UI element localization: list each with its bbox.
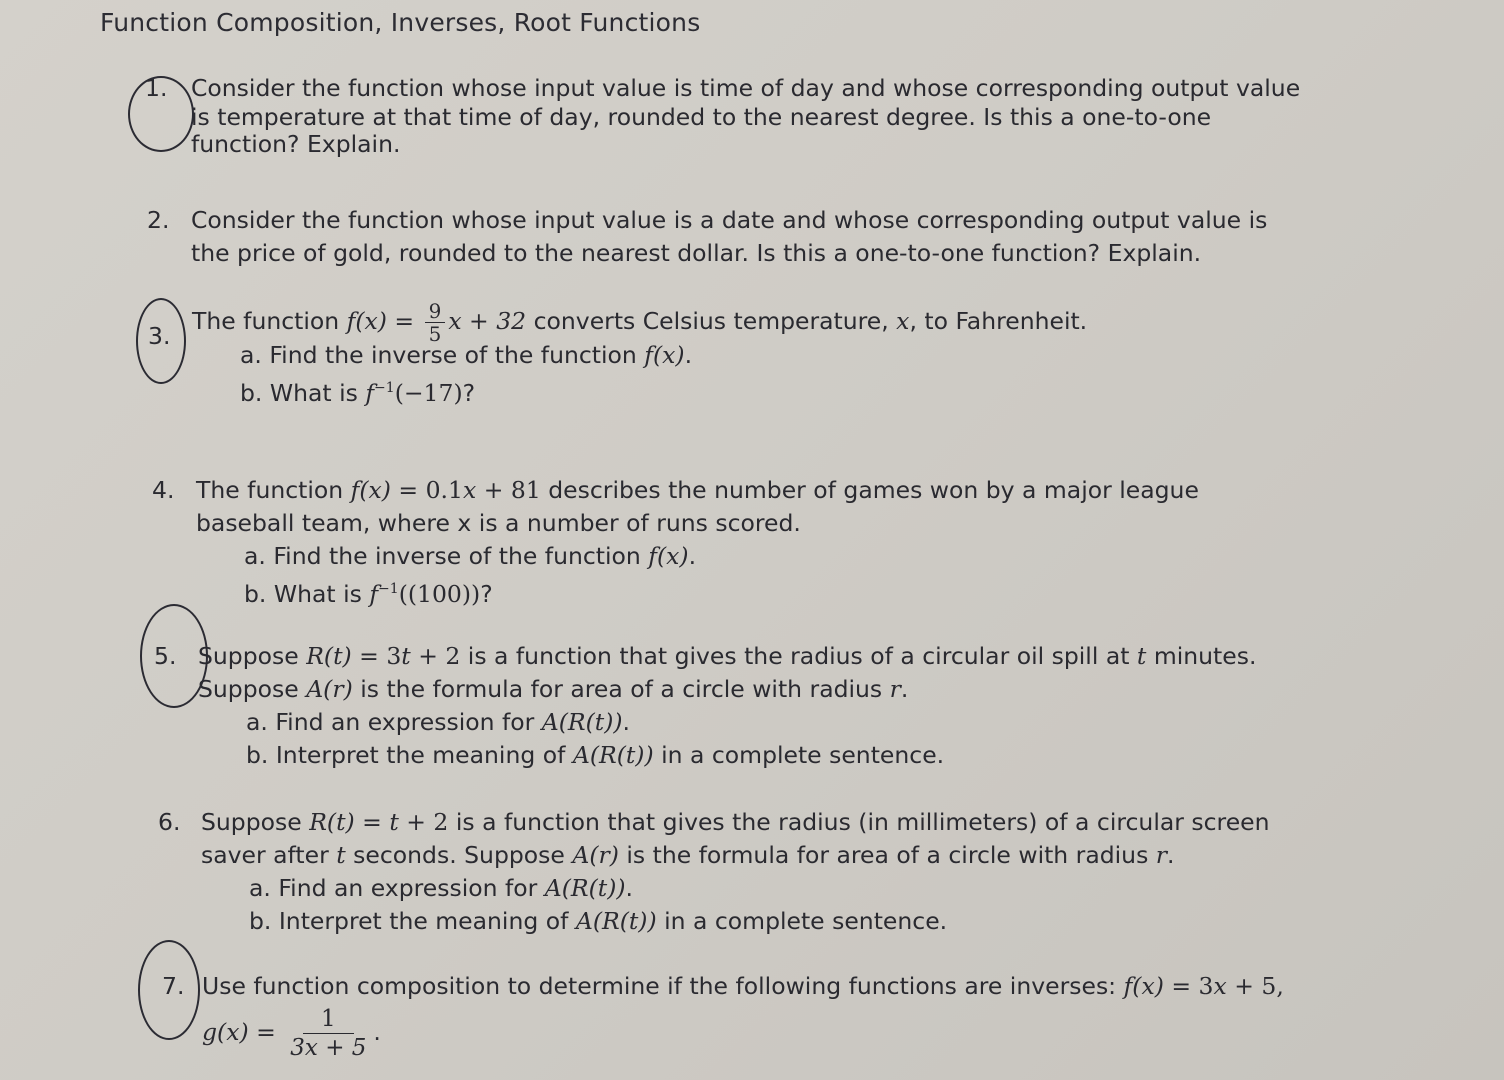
text-span: seconds. Suppose <box>345 841 573 869</box>
subpart-label: b. <box>240 378 263 407</box>
math-var: t <box>336 841 346 869</box>
math-arg: A(R(t)) <box>541 708 623 736</box>
math-rt: R(t) <box>309 808 355 836</box>
problem-number: 6. <box>158 808 181 836</box>
text-span: is a function that gives the radius of a circular oil spill at <box>460 642 1137 670</box>
text-span: in a complete sentence. <box>653 741 945 769</box>
subpart-b <box>196 573 1199 611</box>
text-span: What is <box>273 579 370 608</box>
problem-5 <box>154 640 1256 772</box>
math-eq: = 0.1 <box>390 476 463 504</box>
math-arg: (−17) <box>394 378 463 407</box>
text-span: . <box>1167 841 1175 869</box>
math-ar: A(r) <box>572 841 619 869</box>
problem-number: 2. <box>147 206 170 234</box>
problem-text-line: function? Explain. <box>191 130 401 158</box>
math-eq: = <box>386 307 422 335</box>
subpart-label: a. <box>244 542 266 570</box>
math-f: f <box>365 378 375 407</box>
math-arg: A(R(t)) <box>575 907 657 935</box>
subpart-b <box>201 905 1270 938</box>
text-span: . <box>900 675 909 703</box>
fraction-numerator: 1 <box>303 1005 354 1034</box>
math-var: t <box>389 808 399 836</box>
problem-number: 1. <box>145 74 168 102</box>
text-span: Find the inverse of the function <box>273 542 649 570</box>
problem-text-line <box>201 839 1270 872</box>
subpart-label: b. <box>244 579 267 608</box>
problem-text-line: is temperature at that time of day, rounded to the nearest degree. Is this a one-to-one <box>191 103 1212 131</box>
problem-7 <box>162 970 1284 1062</box>
problem-6 <box>158 806 1270 938</box>
worksheet-title: Function Composition, Inverses, Root Functions <box>100 8 701 37</box>
problem-number: 7. <box>162 972 185 1000</box>
problem-text-line: Consider the function whose input value is time of day and whose corresponding output value <box>191 74 1301 102</box>
problem-text-line <box>202 970 1284 1003</box>
text-span: . <box>684 341 693 369</box>
math-var: x <box>462 476 477 504</box>
text-span: describes the number of games won by a major league <box>540 476 1199 504</box>
subpart-a <box>198 706 1256 739</box>
text-span: Find an expression for <box>275 708 542 736</box>
math-f: f <box>369 579 379 608</box>
math-arg: ((100)) <box>398 579 481 608</box>
math-ar: A(r) <box>306 675 353 703</box>
math-var: t <box>1136 642 1147 670</box>
subpart-b <box>198 739 1256 772</box>
text-span: is the formula for area of a circle with radius <box>618 841 1156 869</box>
fraction-g <box>286 1005 370 1062</box>
text-span: Suppose <box>201 808 310 836</box>
text-span: What is <box>269 378 366 407</box>
math-fx: f(x) <box>1123 972 1164 1000</box>
problem-3 <box>148 300 1087 410</box>
problem-text-line <box>202 1005 1284 1062</box>
text-span: converts Celsius temperature, <box>526 307 897 335</box>
problem-text-line: the price of gold, rounded to the nearest dollar. Is this a one-to-one function? Explain. <box>191 239 1202 267</box>
subpart-b <box>192 372 1087 410</box>
problem-text-line <box>198 640 1256 673</box>
text-span: Suppose <box>198 642 307 670</box>
math-expr: + 2 <box>398 808 449 836</box>
subpart-label: a. <box>249 874 271 902</box>
problem-4 <box>152 474 1199 611</box>
problem-text-line <box>198 673 1256 706</box>
text-span: . <box>625 874 634 902</box>
math-var: x <box>896 307 910 335</box>
fraction-numerator: 9 <box>425 300 446 323</box>
math-fx: f(x) <box>346 307 387 335</box>
text-span: Suppose <box>198 675 307 703</box>
text-span: Find the inverse of the function <box>269 341 645 369</box>
fraction-denominator: 3x + 5 <box>290 1035 367 1061</box>
math-expr: + 81 <box>476 476 541 504</box>
text-span: is a function that gives the radius (in millimeters) of a circular screen <box>448 808 1270 836</box>
math-expr: x + 32 <box>448 307 527 335</box>
math-var: t <box>401 642 411 670</box>
subpart-label: a. <box>246 708 268 736</box>
math-arg: A(R(t)) <box>572 741 654 769</box>
problem-text-line: baseball team, where x is a number of runs scored. <box>196 509 801 537</box>
problem-text-line <box>201 806 1270 839</box>
text-span: The function <box>192 307 347 335</box>
math-eq: = 3 <box>1163 972 1214 1000</box>
math-rt: R(t) <box>306 642 352 670</box>
problem-text-line <box>196 474 1199 507</box>
problem-2 <box>147 204 1267 270</box>
text-span: ? <box>480 579 493 608</box>
text-span: , to Fahrenheit. <box>909 307 1088 335</box>
math-eq: = 3 <box>351 642 402 670</box>
problem-number: 4. <box>152 476 175 504</box>
text-span: Use function composition to determine if the following functions are inverses: <box>202 972 1124 1000</box>
text-span: Find an expression for <box>278 874 545 902</box>
subpart-label: b. <box>249 907 272 935</box>
problem-number: 3. <box>148 322 171 350</box>
subpart-label: b. <box>246 741 269 769</box>
text-span: is the formula for area of a circle with radius <box>352 675 890 703</box>
math-expr: + 5, <box>1226 972 1284 1000</box>
text-span: Interpret the meaning of <box>275 741 573 769</box>
subpart-a <box>196 540 1199 573</box>
text-span: minutes. <box>1146 642 1257 670</box>
math-eq: = <box>248 1018 284 1046</box>
math-var: r <box>1155 841 1168 869</box>
math-gx: g(x) <box>202 1018 249 1046</box>
text-span: in a complete sentence. <box>656 907 948 935</box>
math-superscript: −1 <box>374 380 395 396</box>
text-span: The function <box>196 476 351 504</box>
math-fx: f(x) <box>350 476 391 504</box>
text-span: ? <box>462 378 476 407</box>
subpart-a <box>201 872 1270 905</box>
math-expr: + 2 <box>410 642 461 670</box>
problem-1 <box>145 72 1300 161</box>
text-span: . <box>622 708 631 736</box>
text-span: Interpret the meaning of <box>278 907 576 935</box>
math-fx: f(x) <box>644 341 685 369</box>
math-superscript: −1 <box>378 581 399 597</box>
math-arg: A(R(t)) <box>544 874 626 902</box>
math-eq: = <box>354 808 390 836</box>
math-fx: f(x) <box>648 542 689 570</box>
problem-number: 5. <box>154 642 177 670</box>
text-span: saver after <box>201 841 337 869</box>
fraction-denominator: 5 <box>428 322 442 346</box>
subpart-label: a. <box>240 341 262 369</box>
math-var: r <box>889 675 901 703</box>
math-var: x <box>1213 972 1227 1000</box>
problem-text-line: Consider the function whose input value is a date and whose corresponding output value is <box>191 206 1268 234</box>
text-span: . <box>688 542 697 570</box>
text-span: . <box>373 1018 381 1046</box>
